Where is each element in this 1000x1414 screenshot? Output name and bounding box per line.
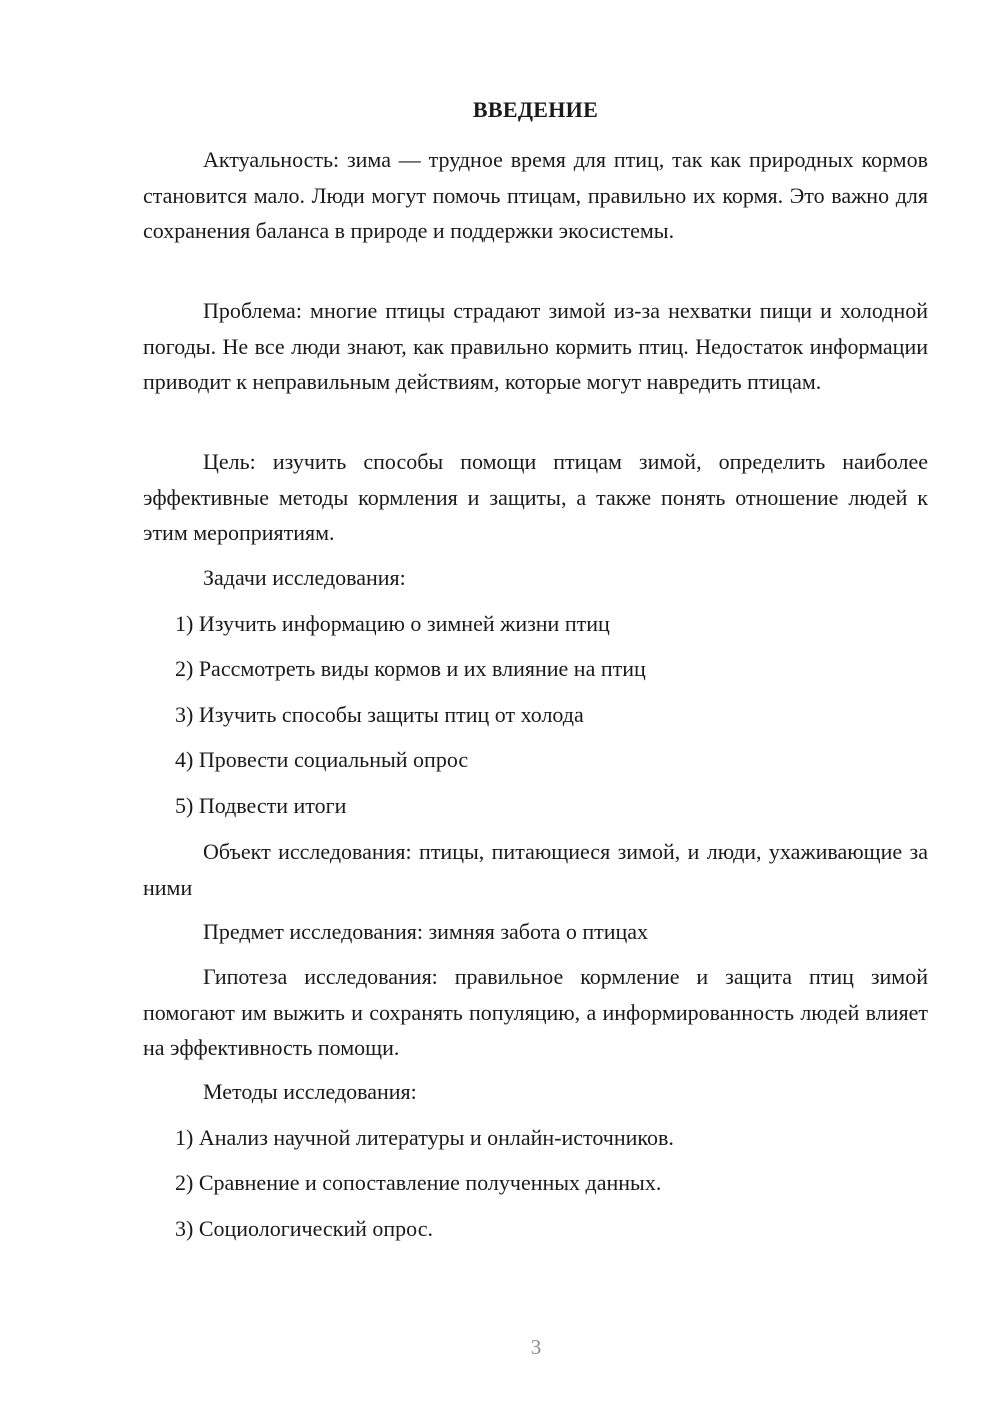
method-item: 1) Анализ научной литературы и онлайн-источников. <box>175 1125 674 1150</box>
paragraph-goal: Цель: изучить способы помощи птицам зимой, определить наиболее эффективные методы кормления и защиты, а также понять отношение людей к этим мероприятиям. <box>143 449 928 545</box>
paragraph-relevance: Актуальность: зима — трудное время для птиц, так как природных кормов становится мало. Люди могут помочь птицам, правильно их кормя. Это важно для сохранения баланса в природе и поддержки экосистемы. <box>143 147 928 243</box>
paragraph-subject: Предмет исследования: зимняя забота о птицах <box>203 919 649 944</box>
paragraph-hypothesis: Гипотеза исследования: правильное кормление и защита птиц зимой помогают им выжить и сохранять популяцию, а информированность людей влияет на эффективность помощи. <box>143 964 928 1060</box>
paragraph-problem: Проблема: многие птицы страдают зимой из-за нехватки пищи и холодной погоды. Не все люди знают, как правильно кормить птиц. Недостаток информации приводит к неправильным действиям, которые могут навредить птицам. <box>143 298 928 394</box>
method-item: 3) Социологический опрос. <box>175 1216 433 1241</box>
task-item: 5) Подвести итоги <box>175 793 347 818</box>
page-title: ВВЕДЕНИЕ <box>472 97 599 122</box>
task-item: 2) Рассмотреть виды кормов и их влияние на птиц <box>175 656 646 681</box>
method-item: 2) Сравнение и сопоставление полученных данных. <box>175 1170 662 1195</box>
page-number: 3 <box>530 1335 542 1359</box>
task-item: 3) Изучить способы защиты птиц от холода <box>175 702 584 727</box>
task-item: 1) Изучить информацию о зимней жизни птиц <box>175 611 610 636</box>
methods-heading: Методы исследования: <box>203 1079 417 1104</box>
task-item: 4) Провести социальный опрос <box>175 747 469 772</box>
paragraph-object: Объект исследования: птицы, питающиеся зимой, и люди, ухаживающие за ними <box>143 839 928 900</box>
tasks-heading: Задачи исследования: <box>203 565 406 590</box>
